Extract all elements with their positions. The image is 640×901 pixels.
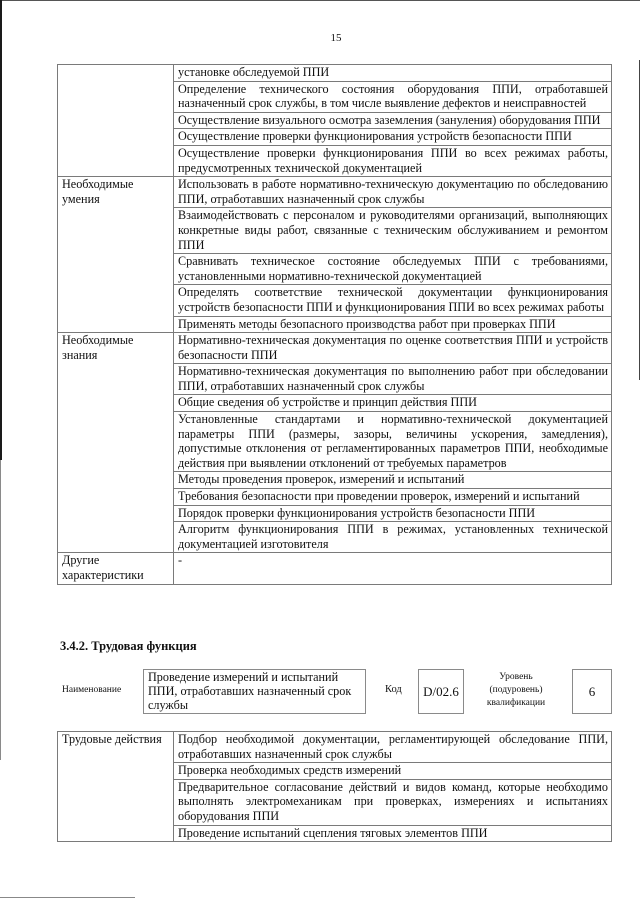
qualification-level-label bbox=[480, 671, 552, 710]
table-cell: Нормативно-техническая документация по выполнению работ при обследовании ППИ, отработавших назначенный срок службы bbox=[174, 364, 612, 395]
table-cell: Методы проведения проверок, измерений и испытаний bbox=[174, 472, 612, 489]
page-number: 15 bbox=[330, 32, 342, 44]
level-label-line-2: (подуровень) bbox=[489, 685, 543, 695]
labor-actions-table bbox=[57, 731, 612, 842]
table-cell: Проведение испытаний сцепления тяговых элементов ППИ bbox=[174, 825, 612, 842]
scan-artifact-top bbox=[0, 0, 640, 1]
competency-table bbox=[57, 64, 612, 585]
table-cell: установке обследуемой ППИ bbox=[174, 65, 612, 82]
code-label: Код bbox=[385, 684, 402, 695]
table-cell: Установленные стандартами и нормативно-технической документацией параметры ППИ (размеры, зазоры, величины ускорения, замедления), допустимые отклонения от регламентированных параметров ППИ, необходимые действия при выявлении отклонений от требуемых параметров bbox=[174, 412, 612, 472]
table-row bbox=[58, 553, 612, 584]
table-cell: Общие сведения об устройстве и принцип действия ППИ bbox=[174, 395, 612, 412]
table-cell: Взаимодействовать с персоналом и руководителями организаций, выполняющих конкретные виды работ, связанные с техническим обслуживанием и ремонтом ППИ bbox=[174, 208, 612, 254]
scan-artifact-left-edge-light bbox=[0, 460, 1, 760]
name-label: Наименование bbox=[62, 685, 122, 695]
table-cell: Сравнивать техническое состояние обследуемых ППИ с требованиями, установленными нормативно-технической документацией bbox=[174, 254, 612, 285]
level-label-line-3: квалификации bbox=[486, 698, 546, 708]
table-cell: Предварительное согласование действий и видов команд, которые необходимо выполнять электромеханикам при проверках, измерениях и испытаниях оборудования ППИ bbox=[174, 779, 612, 825]
scan-artifact-left-edge bbox=[0, 0, 2, 460]
table-cell: Порядок проверки функционирования устройств безопасности ППИ bbox=[174, 505, 612, 522]
qualification-level-box: 6 bbox=[572, 669, 612, 714]
table-row bbox=[58, 177, 612, 208]
row-label-skills: Необходимые умения bbox=[58, 177, 174, 333]
table-cell: Определение технического состояния оборудования ППИ, отработавшей назначенный срок службы, в том числе выявление дефектов и неисправностей bbox=[174, 81, 612, 112]
table-cell: - bbox=[174, 553, 612, 584]
table-cell: Осуществление проверки функционирования устройств безопасности ППИ bbox=[174, 129, 612, 146]
table-cell: Требования безопасности при проведении проверок, измерений и испытаний bbox=[174, 489, 612, 506]
table-cell: Определять соответствие технической документации функционирования устройств безопасности ППИ и функционирования ППИ во всех режимах работы bbox=[174, 285, 612, 316]
code-value-box: D/02.6 bbox=[418, 669, 464, 714]
row-label bbox=[58, 65, 174, 177]
table-cell: Подбор необходимой документации, регламентирующей обследование ППИ, отработавших назначенный срок службы bbox=[174, 732, 612, 763]
table-cell: Осуществление проверки функционирования ППИ во всех режимах работы, предусмотренных технической документацией bbox=[174, 145, 612, 176]
name-value-box: Проведение измерений и испытаний ППИ, отработавших назначенный срок службы bbox=[143, 669, 366, 714]
table-row bbox=[58, 65, 612, 82]
row-label-other: Другие характеристики bbox=[58, 553, 174, 584]
table-cell: Осуществление визуального осмотра заземления (зануления) оборудования ППИ bbox=[174, 112, 612, 129]
table-row bbox=[58, 732, 612, 763]
table-cell: Использовать в работе нормативно-техническую документацию по обследованию ППИ, отработавших назначенный срок службы bbox=[174, 177, 612, 208]
table-row bbox=[58, 333, 612, 364]
table-cell: Проверка необходимых средств измерений bbox=[174, 763, 612, 780]
table-cell: Алгоритм функционирования ППИ в режимах, установленных технической документацией изготовителя bbox=[174, 522, 612, 553]
table-cell: Нормативно-техническая документация по оценке соответствия ППИ и устройств безопасности ППИ bbox=[174, 333, 612, 364]
level-label-line-1: Уровень bbox=[499, 672, 533, 682]
table-cell: Применять методы безопасного производства работ при проверках ППИ bbox=[174, 316, 612, 333]
footnote-separator bbox=[0, 897, 135, 898]
row-label-labor-actions: Трудовые действия bbox=[58, 732, 174, 842]
row-label-knowledge: Необходимые знания bbox=[58, 333, 174, 553]
section-heading: 3.4.2. Трудовая функция bbox=[60, 639, 197, 653]
